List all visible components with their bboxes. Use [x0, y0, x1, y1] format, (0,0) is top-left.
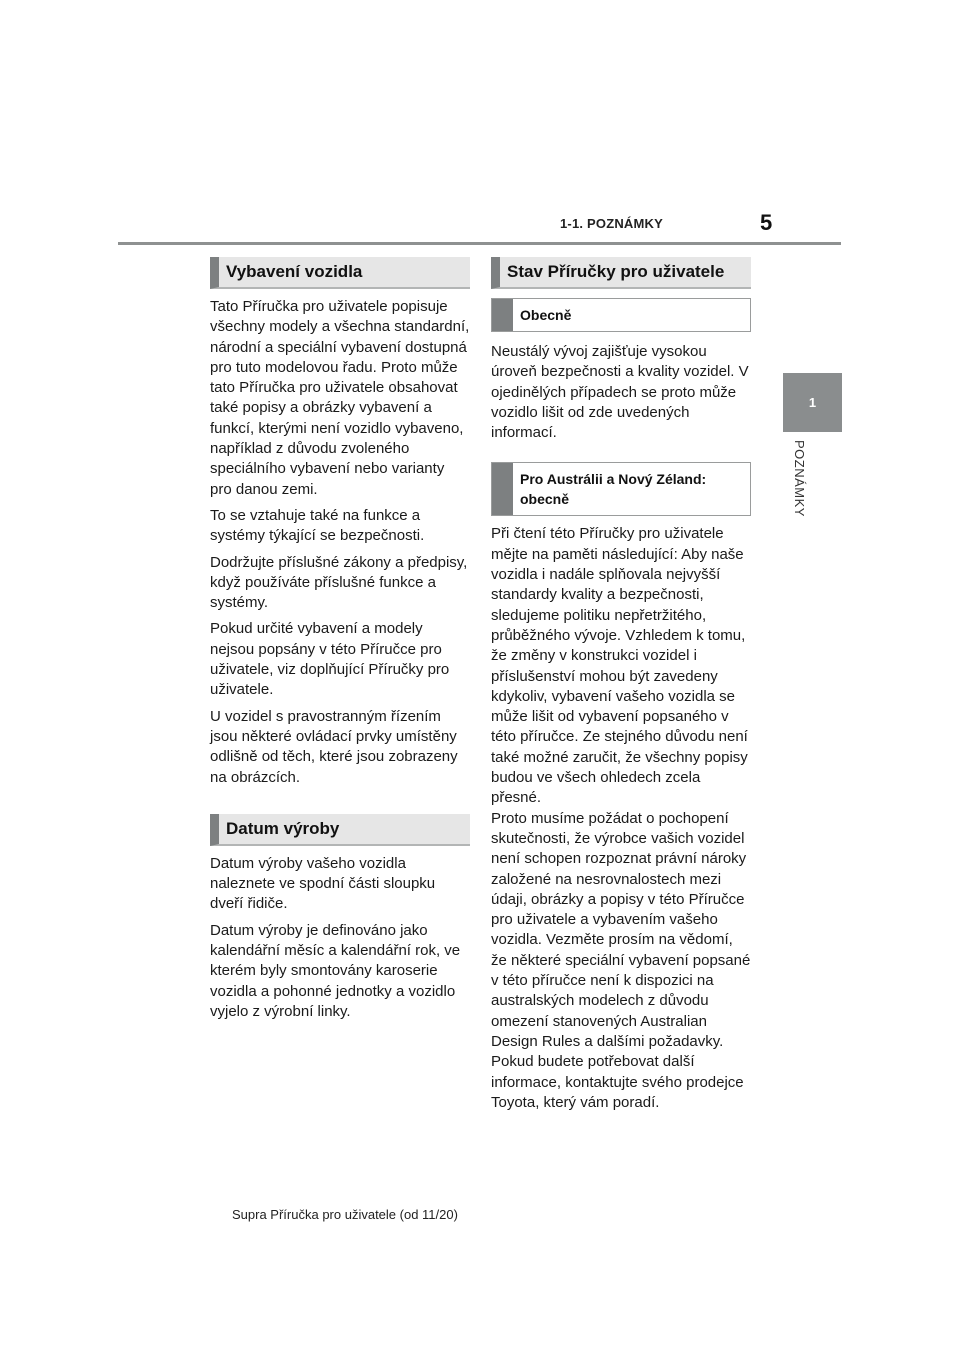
subheading-text: Obecně: [520, 307, 572, 323]
running-header-section: 1-1. POZNÁMKY: [560, 216, 664, 231]
header-divider: [118, 242, 841, 245]
chapter-tab: 1: [783, 373, 842, 432]
paragraph: U vozidel s pravostranným řízením jsou některé ovládací prvky umístěny odlišně od těch, které jsou zobrazeny na obrázcích.: [210, 707, 458, 786]
paragraph: Při čtení této Příručky pro uživatele mějte na paměti následující: Aby naše vozidla i nadále splňovala nejvyšší standardy kvality a bezpečnosti, sledujeme politiku nepřetržitého, průběžného vývoje. Vzhledem k tomu, že změny v konstrukci vozidel i příslušenství mohou být zavedeny kdykoliv, vybavení vašeho vozidla se může lišit od vybavení popsaného v této příručce. Ze stejného důvodu není také možné zaručit, že všechny popisy budou ve všech ohledech zcela přesné.: [491, 525, 748, 807]
chapter-tab-label: POZNÁMKY: [792, 440, 807, 517]
paragraph: Pokud budete potřebovat další informace, kontaktujte svého prodejce Toyota, který vám poradí.: [491, 1053, 744, 1111]
paragraph: Datum výroby vašeho vozidla naleznete ve spodní části sloupku dveří řidiče.: [210, 854, 436, 913]
page-footer: Supra Příručka pro uživatele (od 11/20): [232, 1207, 458, 1222]
section-heading-production-date: Datum výroby: [210, 814, 470, 846]
subheading-marker: [492, 299, 513, 331]
subheading-australia-nz: [491, 462, 751, 516]
page-number: 5: [760, 210, 773, 235]
subheading-text: Pro Austrálii a Nový Zéland: obecně: [520, 471, 707, 508]
paragraph: Datum výroby je definováno jako kalendářní měsíc a kalendářní rok, ve kterém byly smontovány karoserie vozidla a pohonné jednotky a vozidlo vyjelo z výrobní linky.: [210, 921, 461, 1020]
section-heading-manual-status: Stav Příručky pro uživatele: [491, 257, 751, 289]
paragraph: Dodržujte příslušné zákony a předpisy, když používáte příslušné funkce a systémy.: [210, 553, 468, 612]
right-column: [491, 257, 751, 1113]
paragraph: Proto musíme požádat o pochopení skutečnosti, že výrobce vašich vozidel není schopen rozpoznat právní nároky založené na nesrovnalostech mezi údaji, obrázky a popisy v této Příručce pro uživatele a vybavením vašeho vozidla. Vezměte prosím na vědomí, že některé speciální vybavení popsané v této příručce není k dispozici na australských modelech z důvodu omezení stanovených Australian Design Rules a dalšími požadavky.: [491, 809, 751, 1050]
section-heading-equipment: Vybavení vozidla: [210, 257, 470, 289]
paragraph: Tato Příručka pro uživatele popisuje všechny modely a všechna standardní, národní a speciální vybavení dostupná pro tuto modelovou řadu. Proto může tato Příručka pro uživatele obsahovat také popisy a obrázky vybavení a funkcí, kterými není vozidlo vybaveno, například z důvodu zvoleného speciálního vybavení nebo varianty pro danou zemi.: [210, 298, 470, 498]
left-column: [210, 257, 470, 1022]
paragraph: To se vztahuje také na funkce a systémy týkající se bezpečnosti.: [210, 506, 425, 545]
paragraph: Neustálý vývoj zajišťuje vysokou úroveň bezpečnosti a kvality vozidel. V ojedinělých případech se proto může vozidlo lišit od zde uvedených informací.: [491, 343, 749, 442]
subheading-marker: [492, 463, 513, 515]
subheading-general: [491, 298, 751, 332]
paragraph: Pokud určité vybavení a modely nejsou popsány v této Příručce pro uživatele, viz doplňující Příručky pro uživatele.: [210, 620, 450, 699]
